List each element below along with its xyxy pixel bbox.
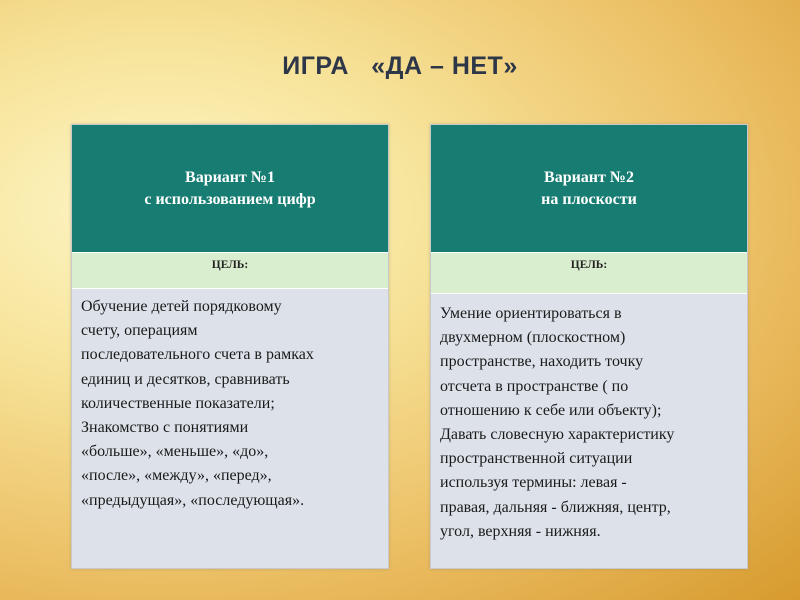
variant-1-card (71, 124, 389, 569)
variant-2-subtitle: на плоскости (541, 190, 637, 208)
slide-title: ИГРА «ДА – НЕТ» (282, 52, 518, 80)
variant-1-goal-text: Обучение детей порядковому счету, операциям последовательного счета в рамках единиц и десятков, сравнивать количественные показатели; Знакомство с понятиями «больше», «меньше», «до», «после», «между», «перед», «предыдущая», «последующая». (81, 298, 314, 509)
variant-1-header (72, 125, 388, 253)
variant-1-name: Вариант №1 (185, 168, 275, 186)
variant-2-goal-text: Умение ориентироваться в двухмерном (плоскостном) пространстве, находить точку отсчета в пространстве ( по отношению к себе или объекту); Давать словесную характеристику пространственной ситуации используя термины: левая - правая, дальняя - ближняя, центр, угол, верхняя - нижняя. (440, 305, 675, 540)
variant-2-header (431, 125, 747, 253)
variant-1-goal-label: ЦЕЛЬ: (72, 253, 388, 289)
variant-2-card (430, 124, 748, 569)
variant-1-subtitle: с использованием цифр (144, 190, 316, 208)
variant-2-name: Вариант №2 (544, 168, 634, 186)
variant-2-goal-label: ЦЕЛЬ: (431, 253, 747, 294)
